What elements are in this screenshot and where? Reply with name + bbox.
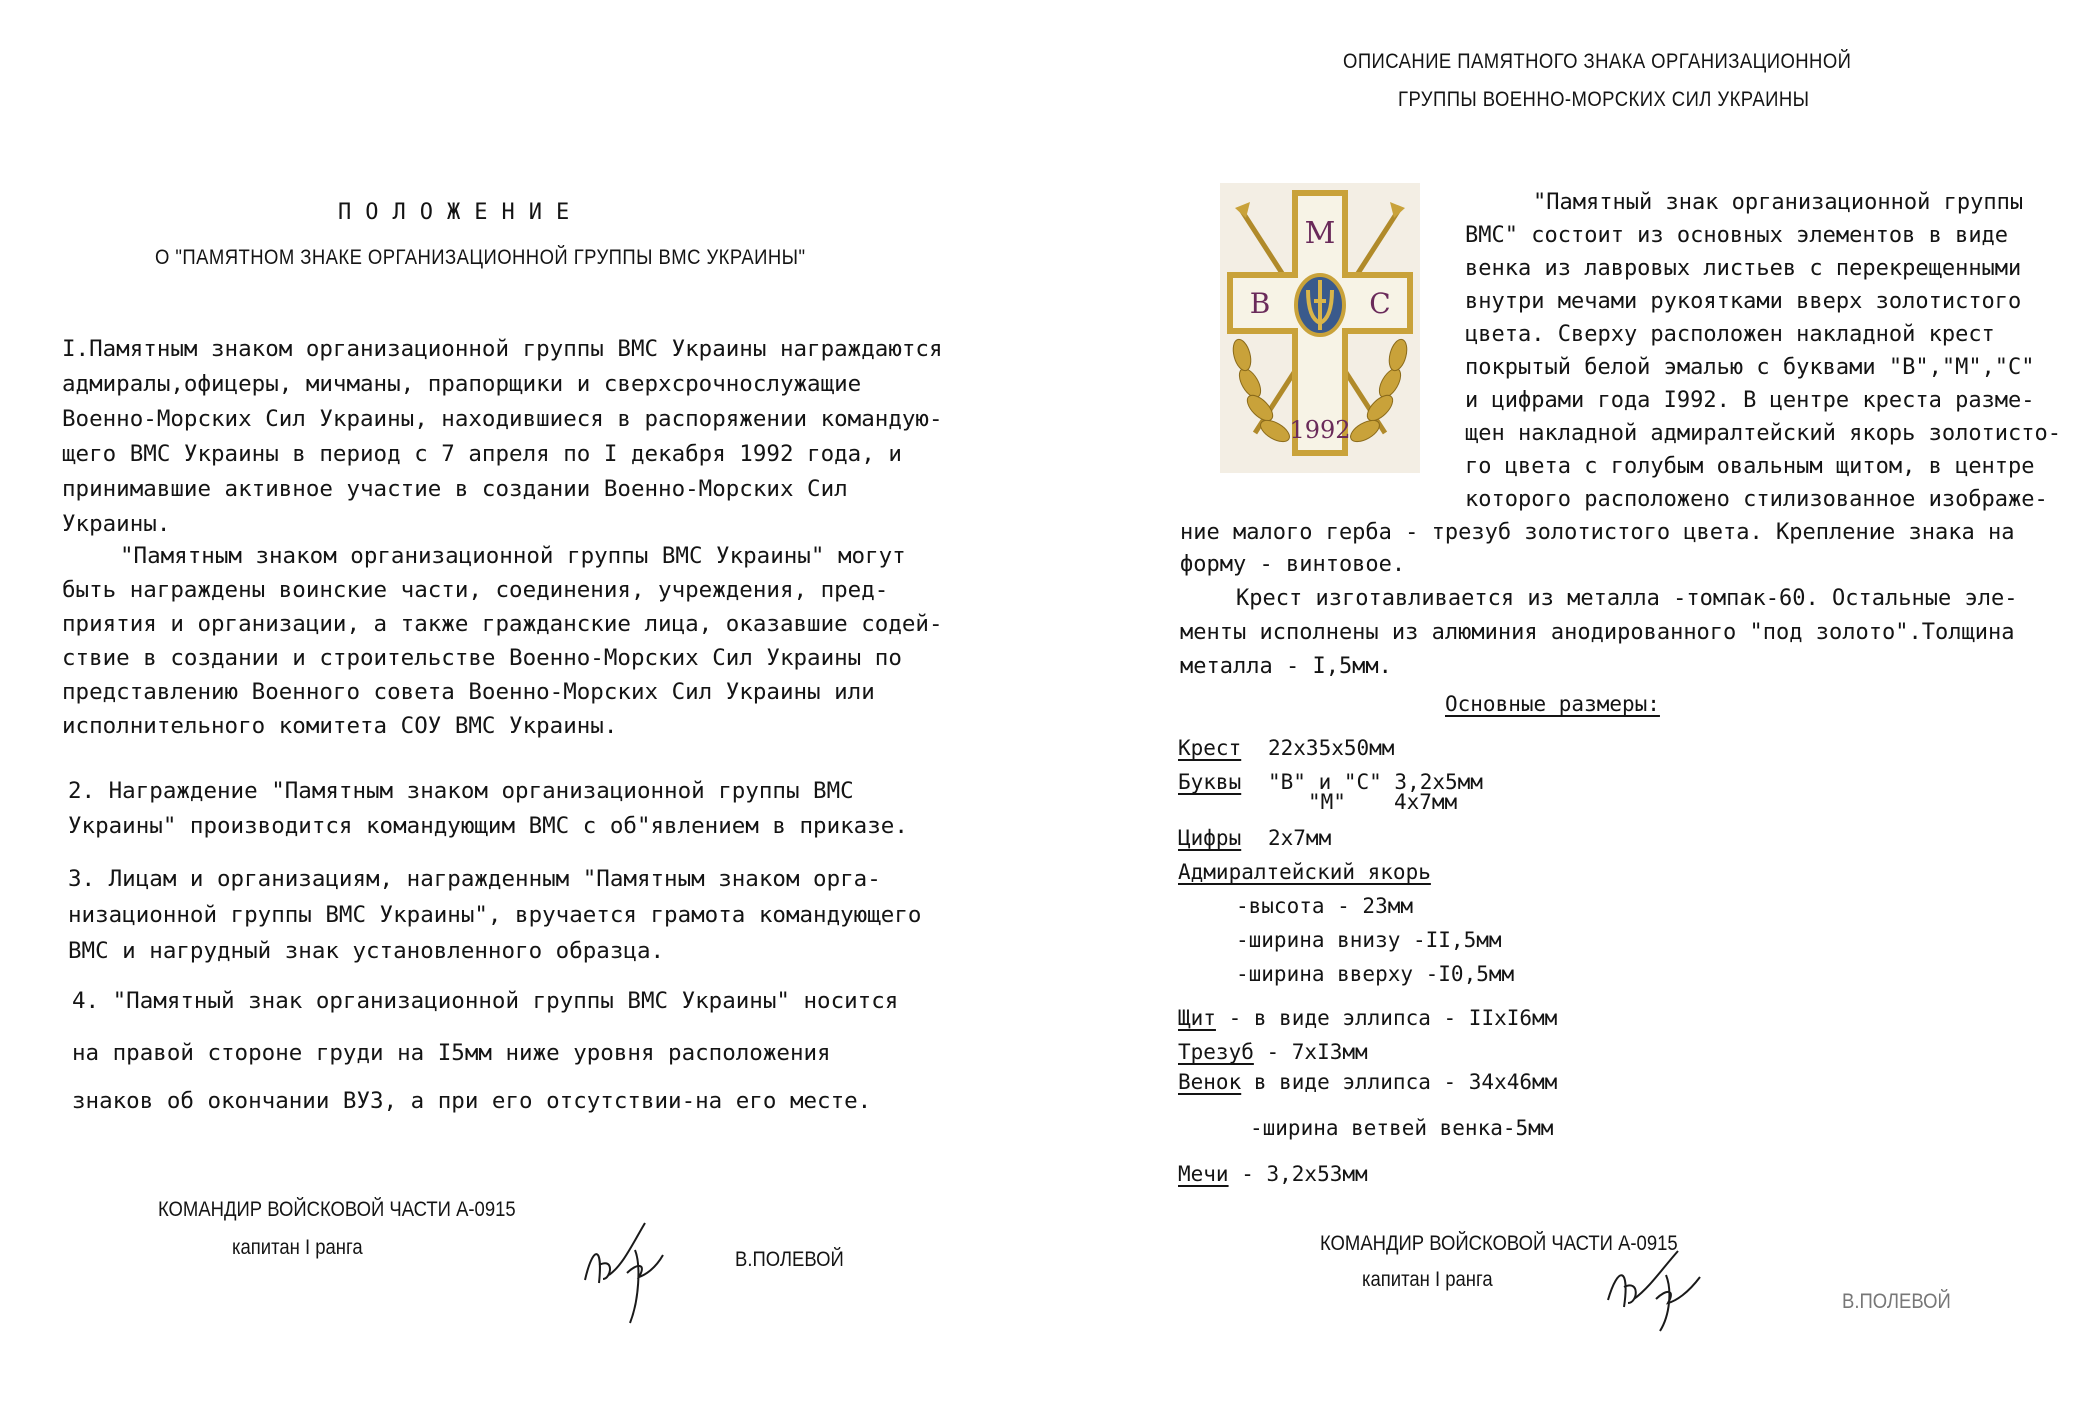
size-wreath bbox=[1178, 1072, 1557, 1093]
section-3-line: низационной группы ВМС Украины", вручается грамота командующего bbox=[68, 902, 922, 928]
size-anchor bbox=[1178, 862, 1431, 883]
desc-line: внутри мечами рукоятками вверх золотистого bbox=[1465, 289, 2022, 314]
right-handwritten-signature bbox=[1600, 1245, 1710, 1335]
size-letter-m bbox=[1308, 792, 1457, 813]
badge-letter-v: В bbox=[1249, 287, 1271, 320]
size-anchor-height: -высота - 23мм bbox=[1236, 894, 1414, 918]
sizes-heading: Основные размеры: bbox=[1445, 692, 1660, 716]
size-anchor-label: Адмиралтейский якорь bbox=[1178, 860, 1431, 884]
section-2-line: 2. Награждение "Памятным знаком организационной группы ВМС bbox=[68, 778, 854, 804]
section-1-line: I.Памятным знаком организационной группы ВМС Украины награждаются bbox=[62, 336, 943, 362]
left-handwritten-signature bbox=[575, 1205, 675, 1330]
badge-image bbox=[1220, 183, 1420, 473]
size-wreath-label: Венок bbox=[1178, 1070, 1242, 1094]
badge-letter-s: С bbox=[1369, 287, 1391, 320]
desc-line: го цвета с голубым овальным щитом, в центре bbox=[1465, 454, 2035, 479]
desc-line: щен накладной адмиралтейский якорь золотисто- bbox=[1465, 421, 2062, 446]
desc-line: "Памятный знак организационной группы bbox=[1533, 190, 2024, 215]
size-cross-label: Крест bbox=[1178, 736, 1242, 760]
size-letters-label: Буквы bbox=[1178, 770, 1242, 794]
size-cross-value: 22х35х50мм bbox=[1268, 736, 1395, 760]
left-title bbox=[338, 200, 583, 225]
size-wreath-value: в виде эллипса - 34х46мм bbox=[1241, 1070, 1558, 1094]
section-1-line: щего ВМС Украины в период с 7 апреля по I декабря 1992 года, и bbox=[62, 441, 902, 467]
badge-year: 1992 bbox=[1289, 416, 1351, 444]
size-trident-label: Трезуб bbox=[1178, 1040, 1254, 1064]
section-1-line: Военно-Морских Сил Украины, находившиеся в распоряжении командую- bbox=[62, 406, 943, 432]
section-1b-line: исполнительного комитета СОУ ВМС Украины. bbox=[62, 713, 618, 739]
right-title-line-1: ОПИСАНИЕ ПАМЯТНОГО ЗНАКА ОРГАНИЗАЦИОННОЙ bbox=[1343, 50, 1852, 73]
size-letter-m-value: 4х7мм bbox=[1393, 790, 1458, 814]
section-1b-line: "Памятным знаком организационной группы ВМС Украины" могут bbox=[120, 543, 906, 569]
section-4-line: на правой стороне груди на I5мм ниже уровня расположения bbox=[72, 1040, 831, 1066]
size-digits bbox=[1178, 828, 1331, 849]
badge-drawing bbox=[1220, 183, 1420, 473]
size-digits-value: 2х7мм bbox=[1268, 826, 1332, 850]
desc-line: форму - винтовое. bbox=[1180, 552, 1406, 577]
section-1-line: Украины. bbox=[62, 511, 171, 537]
size-wreath-branch: -ширина ветвей венка-5мм bbox=[1250, 1116, 1554, 1140]
size-shield-label: Щит bbox=[1178, 1006, 1216, 1030]
section-1-line: адмиралы,офицеры, мичманы, прапорщики и сверхсрочнослужащие bbox=[62, 371, 862, 397]
size-swords bbox=[1178, 1164, 1368, 1185]
section-1b-line: ствие в создании и строительстве Военно-Морских Сил Украины по bbox=[62, 645, 902, 671]
desc-line: венка из лавровых листьев с перекрещенными bbox=[1465, 256, 2022, 281]
left-signature-name: В.ПОЛЕВОЙ bbox=[735, 1248, 844, 1271]
size-shield-value: - в виде эллипса - IIхI6мм bbox=[1215, 1006, 1558, 1030]
desc-line: цвета. Сверху расположен накладной крест bbox=[1465, 322, 1995, 347]
desc-line: и цифрами года I992. В центре креста разме- bbox=[1465, 388, 2035, 413]
size-digits-label: Цифры bbox=[1178, 826, 1242, 850]
desc-line: металла - I,5мм. bbox=[1180, 654, 1392, 679]
section-1-line: принимавшие активное участие в создании Военно-Морских Сил bbox=[62, 476, 848, 502]
desc-line: ние малого герба - трезуб золотистого цвета. Крепление знака на bbox=[1180, 520, 2015, 545]
section-4-line: знаков об окончании ВУЗ, а при его отсутствии-на его месте. bbox=[72, 1088, 872, 1114]
desc-line: Крест изготавливается из металла -томпак-60. Остальные эле- bbox=[1236, 586, 2018, 611]
size-letters-value: "В" и "С" 3,2х5мм bbox=[1268, 770, 1483, 794]
section-1b-line: представлению Военного совета Военно-Морских Сил Украины или bbox=[62, 679, 875, 705]
section-4-line: 4. "Памятный знак организационной группы ВМС Украины" носится bbox=[72, 988, 899, 1014]
left-signature-rank: капитан I ранга bbox=[232, 1236, 363, 1259]
size-anchor-width-bottom: -ширина внизу -II,5мм bbox=[1236, 928, 1502, 952]
right-signature-unit: КОМАНДИР ВОЙСКОВОЙ ЧАСТИ А-0915 bbox=[1320, 1232, 1678, 1255]
badge-letter-m: М bbox=[1304, 216, 1336, 251]
right-signature-name: В.ПОЛЕВОЙ bbox=[1842, 1290, 1951, 1313]
desc-line: менты исполнены из алюминия анодированного "под золото".Толщина bbox=[1180, 620, 2015, 645]
desc-line: покрытый белой эмалью с буквами "В","М","С" bbox=[1465, 355, 2035, 380]
size-anchor-width-top: -ширина вверху -I0,5мм bbox=[1236, 962, 1515, 986]
size-cross bbox=[1178, 738, 1394, 759]
left-subtitle: О "ПАМЯТНОМ ЗНАКЕ ОРГАНИЗАЦИОННОЙ ГРУППЫ ВМС УКРАИНЫ" bbox=[155, 246, 806, 269]
desc-line: которого расположено стилизованное изображе- bbox=[1465, 487, 2048, 512]
size-letter-m-label: "М" bbox=[1308, 790, 1346, 814]
size-swords-value: - 3,2х53мм bbox=[1228, 1162, 1368, 1186]
desc-line: ВМС" состоит из основных элементов в виде bbox=[1465, 223, 2009, 248]
left-title-text: ПОЛОЖЕНИЕ bbox=[338, 200, 584, 225]
size-trident-value: - 7хI3мм bbox=[1253, 1040, 1368, 1064]
size-shield bbox=[1178, 1008, 1557, 1029]
left-signature-unit: КОМАНДИР ВОЙСКОВОЙ ЧАСТИ А-0915 bbox=[158, 1198, 516, 1221]
section-1b-line: приятия и организации, а также гражданские лица, оказавшие содей- bbox=[62, 611, 943, 637]
section-2-line: Украины" производится командующим ВМС с об"явлением в приказе. bbox=[68, 813, 908, 839]
size-swords-label: Мечи bbox=[1178, 1162, 1229, 1186]
right-signature-rank: капитан I ранга bbox=[1362, 1268, 1493, 1291]
section-3-line: 3. Лицам и организациям, награжденным "Памятным знаком орга- bbox=[68, 866, 881, 892]
size-trident bbox=[1178, 1042, 1368, 1063]
section-3-line: ВМС и нагрудный знак установленного образца. bbox=[68, 938, 665, 964]
section-1b-line: быть награждены воинские части, соединения, учреждения, пред- bbox=[62, 577, 889, 603]
right-title-line-2: ГРУППЫ ВОЕННО-МОРСКИХ СИЛ УКРАИНЫ bbox=[1398, 88, 1810, 111]
